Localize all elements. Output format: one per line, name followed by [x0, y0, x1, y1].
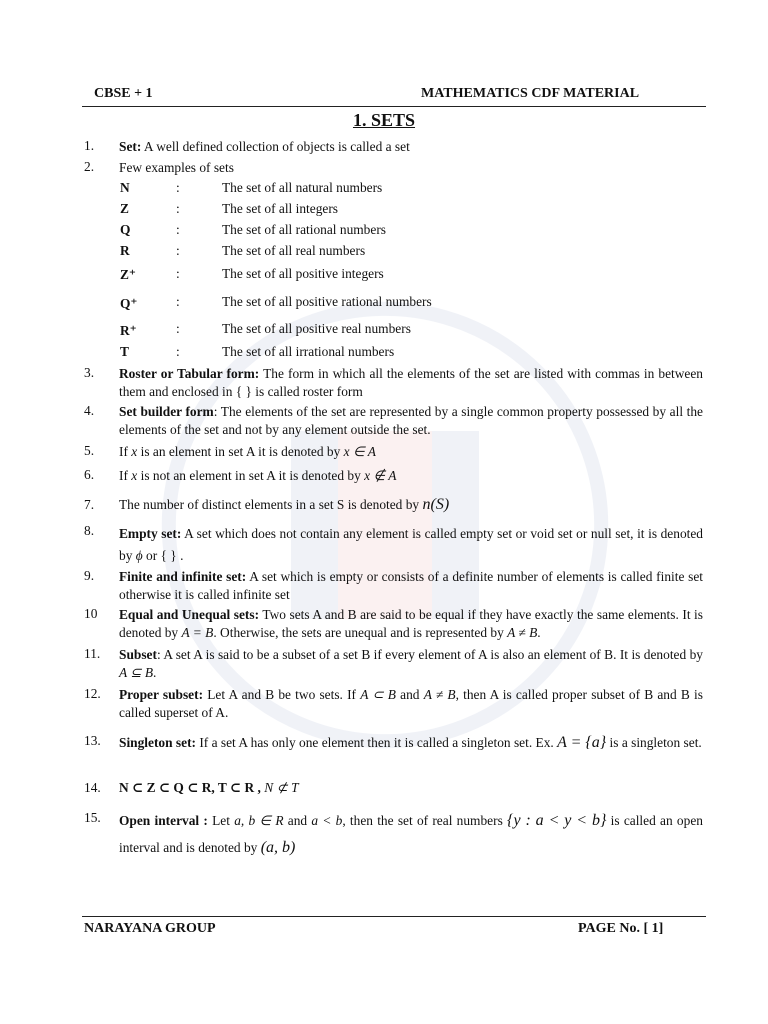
example-description: The set of all integers — [222, 201, 339, 216]
item-number: 8. — [84, 523, 95, 538]
item-inclusion-chain: N ⊂ Z ⊂ Q ⊂ R, T ⊂ R , N ⊄ T — [119, 780, 299, 795]
item-number: 7. — [84, 497, 95, 512]
header-right: MATHEMATICS CDF MATERIAL — [421, 86, 640, 101]
item-number: 9. — [84, 568, 95, 583]
example-description: The set of all rational numbers — [222, 222, 386, 237]
example-colon: : — [176, 243, 180, 258]
item-open-interval: Open interval : Let a, b ∈ R and a < b, then the set of real numbers {y : a < y < b} is called an open interval and is denoted by (a, b) — [119, 812, 703, 856]
example-colon: : — [176, 180, 180, 195]
item-number: 1. — [84, 138, 95, 153]
item-subset: Subset: A set A is said to be a subset of a set B if every element of A is also an element of B. It is denoted by A ⊆ B. — [119, 647, 703, 680]
footer-left: NARAYANA GROUP — [84, 921, 216, 936]
item-examples-intro: Few examples of sets — [119, 160, 234, 175]
item-empty-set: Empty set: A set which does not contain any element is called empty set or void set or null set, it is denoted by ϕ or { } . — [119, 526, 703, 563]
item-number: 6. — [84, 467, 95, 482]
example-symbol: Z — [120, 201, 129, 216]
item-not-element-of: If x is not an element in set A it is denoted by x ∉ A — [119, 468, 397, 483]
example-symbol: Q — [120, 222, 131, 237]
example-colon: : — [176, 344, 180, 359]
item-number: 3. — [84, 365, 95, 380]
item-finite-infinite: Finite and infinite set: A set which is empty or consists of a definite number of elements is called finite set otherwise it is called infinite set — [119, 569, 703, 602]
footer-rule — [82, 916, 706, 917]
example-colon: : — [176, 294, 180, 309]
example-description: The set of all positive rational numbers — [222, 294, 432, 309]
example-symbol: T — [120, 344, 129, 359]
example-description: The set of all natural numbers — [222, 180, 383, 195]
item-number: 4. — [84, 403, 95, 418]
example-description: The set of all irrational numbers — [222, 344, 395, 359]
header-left: CBSE + 1 — [94, 86, 153, 101]
example-symbol: N — [120, 180, 130, 195]
item-number: 14. — [84, 780, 101, 795]
item-singleton: Singleton set: If a set A has only one element then it is called a singleton set. Ex. A = {a} is a singleton set. — [119, 734, 702, 751]
example-colon: : — [176, 222, 180, 237]
item-number: 15. — [84, 810, 101, 825]
item-number: 2. — [84, 159, 95, 174]
example-colon: : — [176, 321, 180, 336]
example-description: The set of all real numbers — [222, 243, 366, 258]
item-set-definition: Set: A well defined collection of objects is called a set — [119, 139, 410, 154]
example-colon: : — [176, 266, 180, 281]
example-symbol: R — [120, 243, 130, 258]
item-proper-subset: Proper subset: Let A and B be two sets. If A ⊂ B and A ≠ B, then A is called proper subset of B and B is called superset of A. — [119, 687, 703, 720]
footer-page-number: PAGE No. [ 1] — [578, 921, 664, 936]
example-symbol: R⁺ — [120, 323, 137, 338]
example-symbol: Z⁺ — [120, 267, 136, 282]
example-symbol: Q⁺ — [120, 296, 138, 311]
item-cardinality: The number of distinct elements in a set S is denoted by n(S) — [119, 496, 450, 513]
item-number: 5. — [84, 443, 95, 458]
header-rule — [82, 106, 706, 107]
item-element-of: If x is an element in set A it is denoted by x ∈ A — [119, 444, 376, 459]
item-set-builder-form: Set builder form: The elements of the set are represented by a single common property possessed by all the elements of the set and not by any element outside the set. — [119, 404, 703, 437]
example-description: The set of all positive real numbers — [222, 321, 411, 336]
item-roster-form: Roster or Tabular form: The form in which all the elements of the set are listed with commas in between them and enclosed in { } is called roster form — [119, 366, 703, 399]
item-number: 11. — [84, 646, 101, 661]
example-colon: : — [176, 201, 180, 216]
example-description: The set of all positive integers — [222, 266, 384, 281]
page-title: 1. SETS — [352, 110, 416, 130]
item-number: 10 — [84, 606, 98, 621]
item-number: 13. — [84, 733, 101, 748]
item-equal-sets: Equal and Unequal sets: Two sets A and B are said to be equal if they have exactly the same elements. It is denoted by A = B. Otherwise, the sets are unequal and is represented by A ≠ B. — [119, 607, 703, 640]
item-number: 12. — [84, 686, 101, 701]
